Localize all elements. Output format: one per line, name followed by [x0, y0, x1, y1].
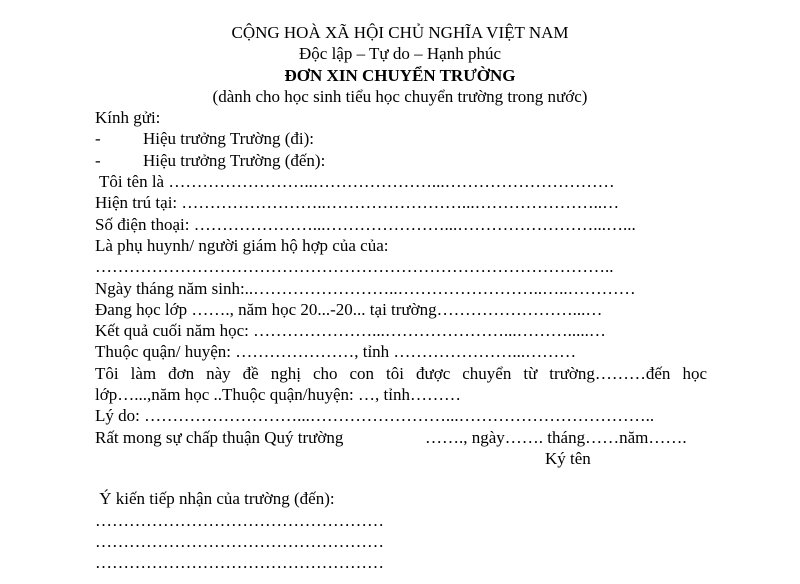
recipient-text: Hiệu trưởng Trường (đến): [143, 150, 326, 170]
request-line-1: Tôi làm đơn này đề nghị cho con tôi được chuyển từ trường………đến học [95, 363, 707, 383]
nation-heading: CỘNG HOÀ XÃ HỘI CHỦ NGHĨA VIỆT NAM [231, 23, 569, 42]
request-line-2: lớp…...,năm học ..Thuộc quận/huyện: …, tỉnh……… [95, 385, 461, 405]
document-page [0, 22, 800, 573]
motto: Độc lập – Tự do – Hạnh phúc [299, 44, 501, 64]
greeting: Kính gửi: [95, 108, 161, 128]
reception-line: …………………………………………… [95, 531, 384, 551]
document-title: ĐƠN XIN CHUYỂN TRƯỜNG [284, 65, 516, 85]
recipient-to [95, 150, 707, 171]
signature-label: Ký tên [545, 448, 591, 468]
reception-line: …………………………………………… [95, 510, 384, 530]
guardian-line: Là phụ huynh/ người giám hộ hợp của của: [95, 235, 389, 255]
reception-label: Ý kiến tiếp nhận của trường (đến): [95, 489, 335, 509]
date-text: ……., ngày……. tháng……năm……. [425, 427, 687, 447]
reason-line: Lý do: ………………………...……………………...…………………………….. [95, 406, 655, 426]
name-line: Tôi tên là ……………………..…………………...………………………… [95, 172, 615, 192]
dash: - [95, 150, 101, 170]
class-line: Đang học lớp ……., năm học 20...-20... tại trường……………………...… [95, 299, 603, 319]
birthdate-line: Ngày tháng năm sinh:..……………………..……………………..…..………… [95, 278, 636, 298]
dash: - [95, 129, 101, 149]
recipient-text: Hiệu trưởng Trường (đi): [143, 129, 314, 149]
result-line: Kết quả cuối năm học: …………………...…………………...……….....… [95, 321, 606, 341]
reception-line: …………………………………………… [95, 553, 384, 573]
recipient-from [95, 128, 707, 149]
closing-line [95, 427, 707, 448]
address-line: Hiện trú tại: ……………………..……………………...…………………..… [95, 193, 620, 213]
student-name-line: ……………………………………………………………………………….. [95, 257, 614, 277]
closing-text: Rất mong sự chấp thuận Quý trường [95, 427, 344, 447]
phone-line: Số điện thoại: …………………...…………………...……………………...…... [95, 214, 636, 234]
district-line: Thuộc quận/ huyện: …………………, tỉnh …………………...……… [95, 342, 577, 362]
document-subtitle: (dành cho học sinh tiểu học chuyển trường trong nước) [212, 86, 588, 106]
